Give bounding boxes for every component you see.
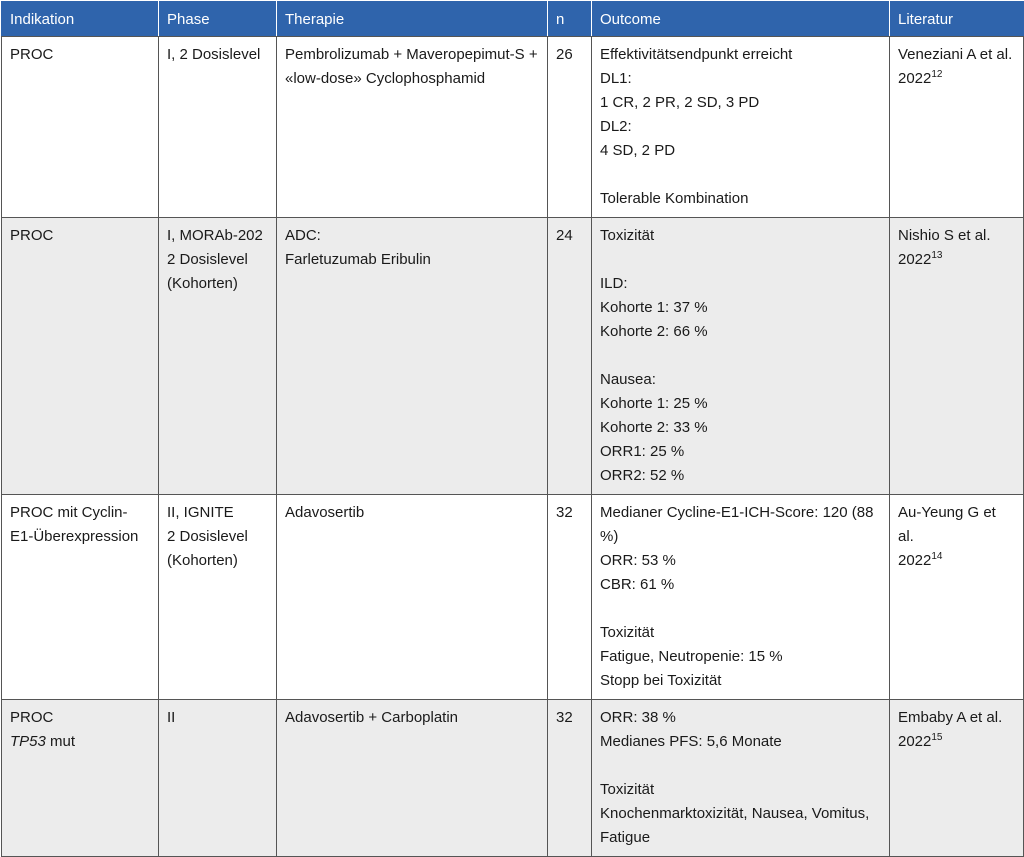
- therapie-line: ADC:: [285, 227, 321, 244]
- cell-n: 32: [548, 495, 592, 700]
- outcome-line: ILD:: [600, 275, 628, 292]
- therapie-line: Pembrolizumab + Maveropepimut-S +: [285, 46, 538, 63]
- outcome-line: ORR2: 52 %: [600, 467, 685, 484]
- reference-number: 15: [931, 732, 943, 743]
- cell-outcome: [592, 218, 890, 495]
- cell-indikation: [2, 700, 159, 857]
- literatur-year: 2022$^{15}$: [898, 732, 943, 750]
- column-header-literatur: Literatur: [890, 2, 1024, 37]
- outcome-line: Medianer Cycline-E1-ICH-Score: 120 (88 %): [600, 504, 874, 545]
- phase-line: I, MORAb-202: [167, 227, 263, 244]
- cell-phase: [159, 37, 277, 218]
- cell-therapie: [277, 218, 548, 495]
- cell-n: 26: [548, 37, 592, 218]
- table-row: [2, 218, 1024, 495]
- literatur-authors: Embaby A et al.: [898, 709, 1003, 726]
- outcome-line: Toxizität: [600, 624, 655, 641]
- indikation-line: E1-Überexpression: [10, 528, 139, 545]
- blank-line: [600, 248, 881, 272]
- outcome-line: ORR1: 25 %: [600, 443, 685, 460]
- outcome-line: 1 CR, 2 PR, 2 SD, 3 PD: [600, 94, 760, 111]
- phase-line: II: [167, 709, 176, 726]
- literatur-year: 2022$^{14}$: [898, 551, 943, 569]
- outcome-line: Effektivitätsendpunkt erreicht: [600, 46, 793, 63]
- outcome-line: Kohorte 2: 66 %: [600, 323, 708, 340]
- outcome-line: Knochenmarktoxizität, Nausea, Vomitus,: [600, 805, 870, 822]
- column-header-indikation: Indikation: [2, 2, 159, 37]
- cell-phase: [159, 495, 277, 700]
- outcome-line: Kohorte 1: 25 %: [600, 395, 708, 412]
- cell-literatur: [890, 218, 1024, 495]
- therapie-line: Adavosertib: [285, 504, 365, 521]
- table-row: [2, 495, 1024, 700]
- outcome-line: Toxizität: [600, 781, 655, 798]
- blank-line: [600, 597, 881, 621]
- blank-line: [600, 344, 881, 368]
- cell-n: 24: [548, 218, 592, 495]
- literatur-authors: Nishio S et al.: [898, 227, 991, 244]
- column-header-n: n: [548, 2, 592, 37]
- therapie-line: «low-dose» Cyclophosphamid: [285, 70, 486, 87]
- cell-literatur: [890, 700, 1024, 857]
- cell-phase: [159, 700, 277, 857]
- outcome-line: ORR: 38 %: [600, 709, 676, 726]
- literatur-year: 2022$^{12}$: [898, 69, 943, 87]
- therapie-line: Adavosertib + Carboplatin: [285, 709, 459, 726]
- header-row: [2, 2, 1024, 37]
- cell-indikation: [2, 37, 159, 218]
- study-table: [1, 1, 1024, 857]
- phase-line: 2 Dosislevel: [167, 528, 248, 545]
- outcome-line: Fatigue: [600, 829, 651, 846]
- blank-line: [600, 754, 881, 778]
- outcome-line: Nausea:: [600, 371, 656, 388]
- indikation-line: PROC: [10, 709, 54, 726]
- column-header-outcome: Outcome: [592, 2, 890, 37]
- outcome-line: Medianes PFS: 5,6 Monate: [600, 733, 782, 750]
- indikation-line: PROC mit Cyclin-: [10, 504, 128, 521]
- column-header-therapie: Therapie: [277, 2, 548, 37]
- indikation-line: PROC: [10, 46, 54, 63]
- indikation-mutation-line: TP53 mut: [10, 733, 76, 750]
- phase-line: (Kohorten): [167, 552, 238, 569]
- cell-indikation: [2, 495, 159, 700]
- phase-line: 2 Dosislevel: [167, 251, 248, 268]
- reference-number: 12: [931, 69, 943, 80]
- gene-name: TP53: [10, 733, 46, 750]
- cell-outcome: [592, 495, 890, 700]
- phase-line: II, IGNITE: [167, 504, 234, 521]
- table-row: [2, 700, 1024, 857]
- cell-therapie: [277, 37, 548, 218]
- cell-outcome: [592, 700, 890, 857]
- outcome-line: Kohorte 2: 33 %: [600, 419, 708, 436]
- outcome-line: DL2:: [600, 118, 632, 135]
- reference-number: 13: [931, 250, 943, 261]
- phase-line: (Kohorten): [167, 275, 238, 292]
- outcome-line: Stopp bei Toxizität: [600, 672, 722, 689]
- phase-line: I, 2 Dosislevel: [167, 46, 261, 63]
- cell-literatur: [890, 37, 1024, 218]
- column-header-phase: Phase: [159, 2, 277, 37]
- blank-line: [600, 163, 881, 187]
- therapie-line: Farletuzumab Eribulin: [285, 251, 431, 268]
- outcome-line: Kohorte 1: 37 %: [600, 299, 708, 316]
- table-row: [2, 37, 1024, 218]
- outcome-line: Fatigue, Neutropenie: 15 %: [600, 648, 783, 665]
- cell-phase: [159, 218, 277, 495]
- cell-n: 32: [548, 700, 592, 857]
- cell-therapie: [277, 700, 548, 857]
- cell-indikation: [2, 218, 159, 495]
- cell-outcome: [592, 37, 890, 218]
- reference-number: 14: [931, 551, 943, 562]
- cell-literatur: [890, 495, 1024, 700]
- literatur-year: 2022$^{13}$: [898, 250, 943, 268]
- outcome-line: Toxizität: [600, 227, 655, 244]
- outcome-line: DL1:: [600, 70, 632, 87]
- indikation-line: PROC: [10, 227, 54, 244]
- literatur-authors: Au-Yeung G et al.: [898, 504, 996, 545]
- outcome-line: CBR: 61 %: [600, 576, 675, 593]
- outcome-line: ORR: 53 %: [600, 552, 676, 569]
- outcome-line: Tolerable Kombination: [600, 190, 749, 207]
- cell-therapie: [277, 495, 548, 700]
- outcome-line: 4 SD, 2 PD: [600, 142, 676, 159]
- literatur-authors: Veneziani A et al.: [898, 46, 1013, 63]
